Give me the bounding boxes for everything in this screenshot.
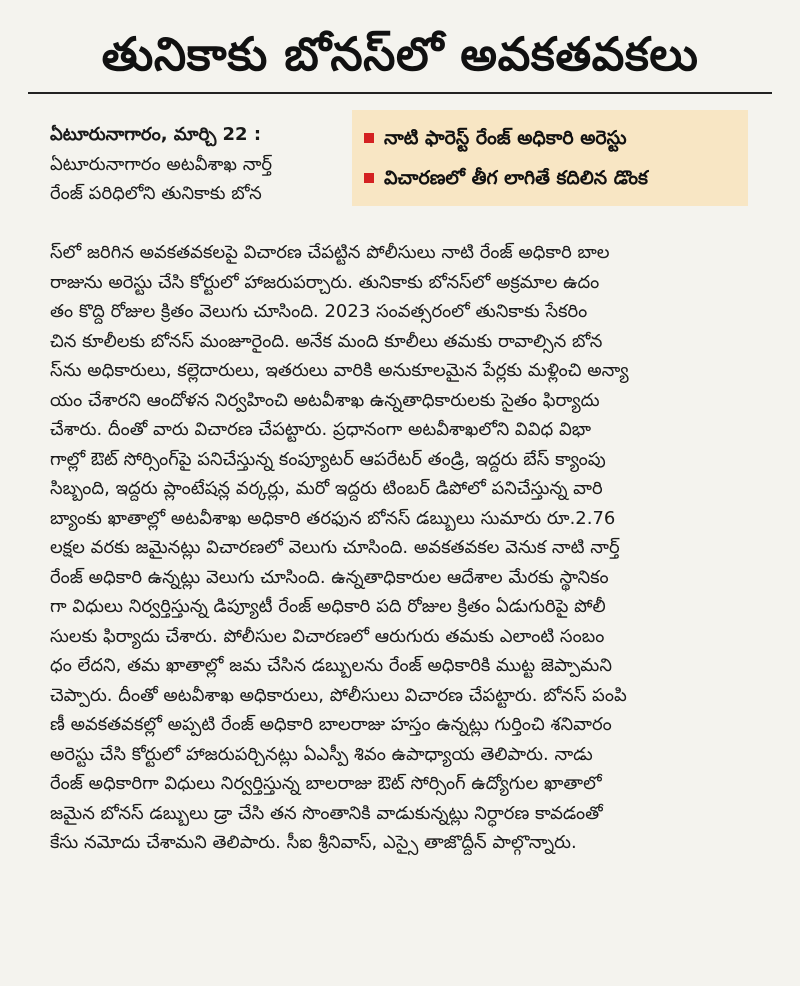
- body-line: కేసు నమోదు చేశామని తెలిపారు. సీఐ శ్రీనివాస్, ఎస్సై తాజొద్దీన్ పాల్గొన్నారు.: [50, 832, 577, 853]
- body-line: చెప్పారు. దీంతో అటవీశాఖ అధికారులు, పోలీసులు విచారణ చేపట్టారు. బోనస్ పంపి: [50, 684, 627, 706]
- body-line: లక్షల వరకు జమైనట్లు విచారణలో వెలుగు చూసింది. అవకతవకల వెనుక నాటి నార్త్: [50, 537, 620, 558]
- body-line: రేంజ్ అధికారిగా విధులు నిర్వర్తిస్తున్న బాలరాజు ఔట్ సోర్సింగ్ ఉద్యోగుల ఖాతాలో: [50, 773, 602, 794]
- body-line: ఏటూరునాగారం అటవీశాఖ నార్త్: [50, 153, 273, 175]
- body-line: చిన కూలీలకు బోనస్ మంజూరైంది. అనేక మంది కూలీలు తమకు రావాల్సిన బోన: [50, 330, 603, 352]
- highlight-item: [364, 118, 736, 158]
- body-line: గాల్లో ఔట్ సోర్సింగ్‌పై పనిచేస్తున్న కంప్యూటర్ ఆపరేటర్ తండ్రి, ఇద్దరు బేస్ క్యాంపు: [50, 448, 606, 470]
- article-intro: [50, 120, 340, 209]
- dateline: ఏటూరునాగారం, మార్చి 22 :: [50, 124, 262, 145]
- body-line: గా విధులు నిర్వర్తిస్తున్న డిప్యూటీ రేంజ్ అధికారి పది రోజుల క్రితం ఏడుగురిపై పోలీ: [50, 596, 606, 617]
- bullet-icon: [364, 173, 374, 183]
- highlight-text: నాటి ఫారెస్ట్ రేంజ్ అధికారి అరెస్టు: [384, 127, 627, 149]
- body-line: స్‌లో జరిగిన అవకతవకలపై విచారణ చేపట్టిన పోలీసులు నాటి రేంజ్ అధికారి బాల: [50, 242, 610, 263]
- highlight-text: విచారణలో తీగ లాగితే కదిలిన డొంక: [384, 167, 648, 189]
- body-line: రేంజ్ పరిధిలోని తునికాకు బోన: [50, 183, 262, 204]
- body-line: సులకు ఫిర్యాదు చేశారు. పోలీసుల విచారణలో ఆరుగురు తమకు ఎలాంటి సంబం: [50, 625, 605, 647]
- headline-rule: [28, 92, 772, 94]
- article-headline: తునికాకు బోనస్‌లో అవకతవకలు: [101, 27, 699, 81]
- body-line: యం చేశారని ఆందోళన నిర్వహించి అటవీశాఖ ఉన్నతాధికారులకు సైతం ఫిర్యాదు: [50, 389, 600, 411]
- body-line: తం కొద్ది రోజుల క్రితం వెలుగు చూసింది. 2023 సంవత్సరంలో తునికాకు సేకరిం: [50, 301, 588, 322]
- body-line: చేశారు. దీంతో వారు విచారణ చేపట్టారు. ప్రధానంగా అటవీశాఖలోని వివిధ విభా: [50, 419, 592, 440]
- article-body: [50, 238, 750, 858]
- body-line: ధం లేదని, తమ ఖాతాల్లో జమ చేసిన డబ్బులను రేంజ్ అధికారికి ముట్ట జెప్పామని: [50, 655, 612, 676]
- body-line: రాజును అరెస్టు చేసి కోర్టులో హాజరుపర్చారు. తునికాకు బోనస్‌లో అక్రమాల ఉదం: [50, 271, 600, 293]
- body-line: రేంజ్ అధికారి ఉన్నట్లు వెలుగు చూసింది. ఉన్నతాధికారుల ఆదేశాల మేరకు స్థానికం: [50, 566, 609, 588]
- body-line: బ్యాంకు ఖాతాల్లో అటవీశాఖ అధికారి తరఫున బోనస్ డబ్బులు సుమారు రూ.2.76: [50, 507, 616, 529]
- body-line: జమైన బోనస్ డబ్బులు డ్రా చేసి తన సొంతానికి వాడుకున్నట్లు నిర్ధారణ కావడంతో: [50, 802, 603, 824]
- body-line: ణీ అవకతవకల్లో అప్పటి రేంజ్ అధికారి బాలరాజు హస్తం ఉన్నట్లు గుర్తించి శనివారం: [50, 714, 612, 735]
- highlight-item: [364, 158, 736, 198]
- body-line: సిబ్బంది, ఇద్దరు ప్లాంటేషన్ల వర్కర్లు, మరో ఇద్దరు టింబర్ డిపోలో పనిచేస్తున్న వారి: [50, 478, 603, 499]
- bullet-icon: [364, 133, 374, 143]
- body-line: స్‌ను అధికారులు, కల్లెదారులు, ఇతరులు వారికి అనుకూలమైన పేర్లకు మళ్లించి అన్యా: [50, 360, 629, 381]
- highlights-box: [352, 110, 748, 206]
- body-line: అరెస్టు చేసి కోర్టులో హాజరుపర్చినట్లు ఏఎస్పీ శివం ఉపాధ్యాయ తెలిపారు. నాడు: [50, 743, 593, 765]
